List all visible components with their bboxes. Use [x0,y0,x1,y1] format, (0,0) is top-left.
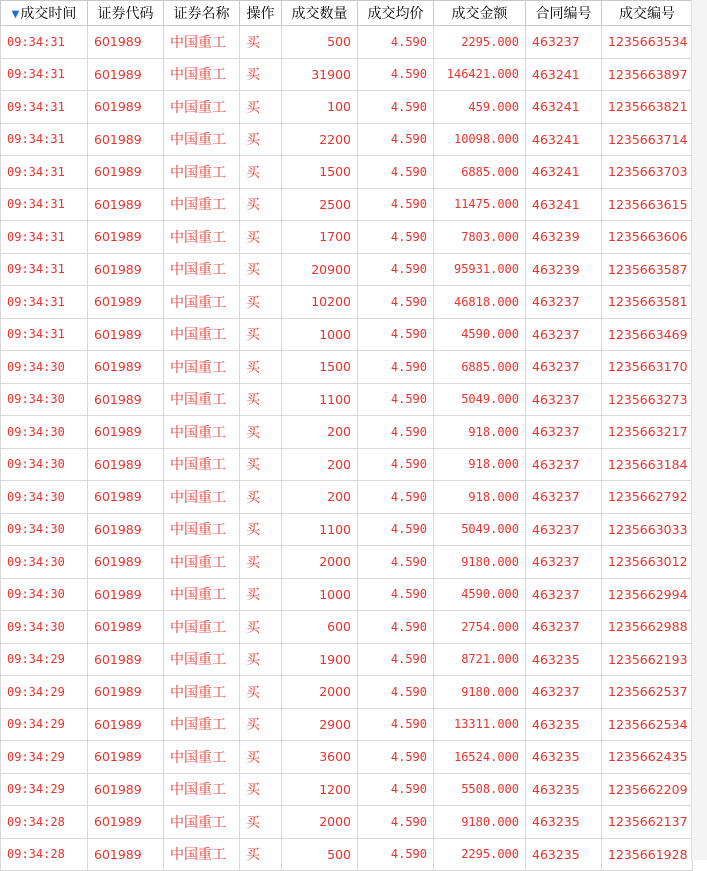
column-header-price[interactable]: 成交均价 [358,1,434,26]
cell-code: 601989 [88,676,164,709]
column-header-code[interactable]: 证券代码 [88,1,164,26]
cell-qty: 2000 [282,676,358,709]
cell-amount: 16524.000 [434,741,526,774]
cell-op: 买 [240,286,282,319]
table-row[interactable] [1,448,693,481]
cell-qty: 31900 [282,58,358,91]
cell-contract: 463237 [526,448,602,481]
cell-contract: 463237 [526,286,602,319]
cell-deal: 1235663184 [602,448,693,481]
cell-qty: 1000 [282,578,358,611]
cell-op: 买 [240,253,282,286]
cell-name: 中国重工 [164,643,240,676]
cell-qty: 1900 [282,643,358,676]
cell-price: 4.590 [358,611,434,644]
cell-code: 601989 [88,806,164,839]
cell-deal: 1235662792 [602,481,693,514]
cell-amount: 13311.000 [434,708,526,741]
cell-qty: 2200 [282,123,358,156]
cell-amount: 11475.000 [434,188,526,221]
cell-time: 09:34:31 [1,58,88,91]
cell-code: 601989 [88,383,164,416]
cell-name: 中国重工 [164,546,240,579]
cell-qty: 1000 [282,318,358,351]
cell-price: 4.590 [358,91,434,124]
cell-op: 买 [240,546,282,579]
cell-amount: 5508.000 [434,773,526,806]
cell-code: 601989 [88,156,164,189]
table-row[interactable] [1,286,693,319]
column-header-name[interactable]: 证券名称 [164,1,240,26]
cell-name: 中国重工 [164,123,240,156]
cell-contract: 463237 [526,578,602,611]
cell-time: 09:34:31 [1,188,88,221]
cell-price: 4.590 [358,221,434,254]
cell-contract: 463237 [526,416,602,449]
cell-price: 4.590 [358,773,434,806]
cell-price: 4.590 [358,513,434,546]
column-header-contract[interactable]: 合同编号 [526,1,602,26]
table-row[interactable] [1,806,693,839]
cell-name: 中国重工 [164,416,240,449]
cell-contract: 463241 [526,188,602,221]
cell-time: 09:34:30 [1,351,88,384]
cell-time: 09:34:31 [1,156,88,189]
sort-desc-icon: ▼ [11,9,20,20]
table-row[interactable] [1,188,693,221]
cell-contract: 463237 [526,546,602,579]
column-header-qty[interactable]: 成交数量 [282,1,358,26]
cell-code: 601989 [88,481,164,514]
column-header-op[interactable]: 操作 [240,1,282,26]
cell-contract: 463235 [526,708,602,741]
cell-amount: 5049.000 [434,383,526,416]
cell-name: 中国重工 [164,708,240,741]
table-row[interactable] [1,26,693,59]
cell-deal: 1235662534 [602,708,693,741]
cell-op: 买 [240,676,282,709]
cell-code: 601989 [88,546,164,579]
cell-contract: 463237 [526,676,602,709]
cell-op: 买 [240,351,282,384]
cell-qty: 100 [282,91,358,124]
cell-op: 买 [240,448,282,481]
cell-op: 买 [240,26,282,59]
cell-price: 4.590 [358,58,434,91]
cell-qty: 1100 [282,513,358,546]
cell-op: 买 [240,578,282,611]
cell-time: 09:34:28 [1,806,88,839]
cell-contract: 463237 [526,513,602,546]
cell-time: 09:34:30 [1,546,88,579]
cell-deal: 1235663012 [602,546,693,579]
cell-contract: 463235 [526,838,602,871]
cell-amount: 5049.000 [434,513,526,546]
cell-amount: 918.000 [434,416,526,449]
cell-contract: 463239 [526,253,602,286]
table-row[interactable] [1,156,693,189]
cell-price: 4.590 [358,156,434,189]
cell-qty: 500 [282,26,358,59]
cell-qty: 2500 [282,188,358,221]
cell-qty: 2000 [282,806,358,839]
cell-time: 09:34:31 [1,123,88,156]
vertical-scrollbar[interactable] [691,0,707,860]
table-row[interactable] [1,351,693,384]
column-header-time[interactable] [1,1,88,26]
cell-name: 中国重工 [164,838,240,871]
cell-code: 601989 [88,643,164,676]
cell-op: 买 [240,123,282,156]
cell-code: 601989 [88,351,164,384]
cell-op: 买 [240,318,282,351]
cell-name: 中国重工 [164,578,240,611]
cell-contract: 463237 [526,383,602,416]
cell-op: 买 [240,481,282,514]
cell-deal: 1235663534 [602,26,693,59]
cell-name: 中国重工 [164,26,240,59]
cell-deal: 1235663217 [602,416,693,449]
cell-time: 09:34:31 [1,286,88,319]
cell-amount: 2295.000 [434,838,526,871]
cell-name: 中国重工 [164,188,240,221]
cell-name: 中国重工 [164,773,240,806]
table-row[interactable] [1,708,693,741]
cell-code: 601989 [88,773,164,806]
cell-contract: 463237 [526,351,602,384]
cell-price: 4.590 [358,253,434,286]
cell-price: 4.590 [358,448,434,481]
table-row[interactable] [1,611,693,644]
cell-deal: 1235663033 [602,513,693,546]
column-header-amount[interactable]: 成交金额 [434,1,526,26]
cell-amount: 9180.000 [434,676,526,709]
table-row[interactable] [1,318,693,351]
cell-amount: 4590.000 [434,318,526,351]
cell-contract: 463237 [526,318,602,351]
cell-code: 601989 [88,318,164,351]
cell-deal: 1235663170 [602,351,693,384]
cell-time: 09:34:30 [1,383,88,416]
cell-code: 601989 [88,416,164,449]
cell-op: 买 [240,156,282,189]
cell-price: 4.590 [358,351,434,384]
cell-time: 09:34:29 [1,643,88,676]
cell-price: 4.590 [358,708,434,741]
cell-name: 中国重工 [164,481,240,514]
cell-amount: 10098.000 [434,123,526,156]
cell-price: 4.590 [358,123,434,156]
cell-name: 中国重工 [164,253,240,286]
cell-op: 买 [240,611,282,644]
cell-deal: 1235663821 [602,91,693,124]
cell-amount: 95931.000 [434,253,526,286]
cell-code: 601989 [88,578,164,611]
cell-amount: 2295.000 [434,26,526,59]
cell-op: 买 [240,513,282,546]
cell-code: 601989 [88,286,164,319]
cell-name: 中国重工 [164,156,240,189]
column-header-time-label: 成交时间 [20,6,77,22]
cell-time: 09:34:30 [1,448,88,481]
cell-deal: 1235662209 [602,773,693,806]
cell-qty: 1200 [282,773,358,806]
cell-code: 601989 [88,611,164,644]
cell-amount: 8721.000 [434,643,526,676]
cell-deal: 1235662193 [602,643,693,676]
cell-code: 601989 [88,448,164,481]
cell-time: 09:34:29 [1,741,88,774]
cell-time: 09:34:31 [1,253,88,286]
cell-code: 601989 [88,58,164,91]
cell-code: 601989 [88,838,164,871]
cell-qty: 600 [282,611,358,644]
cell-contract: 463241 [526,58,602,91]
cell-qty: 3600 [282,741,358,774]
header-row [1,1,693,26]
cell-deal: 1235662537 [602,676,693,709]
cell-time: 09:34:31 [1,318,88,351]
cell-name: 中国重工 [164,448,240,481]
cell-price: 4.590 [358,286,434,319]
table-row[interactable] [1,676,693,709]
cell-amount: 9180.000 [434,546,526,579]
cell-time: 09:34:31 [1,26,88,59]
cell-code: 601989 [88,253,164,286]
cell-time: 09:34:31 [1,221,88,254]
table-row[interactable] [1,773,693,806]
cell-time: 09:34:30 [1,611,88,644]
cell-op: 买 [240,838,282,871]
cell-code: 601989 [88,26,164,59]
cell-time: 09:34:31 [1,91,88,124]
table-row[interactable] [1,123,693,156]
cell-deal: 1235663273 [602,383,693,416]
table-body [1,26,693,871]
table-row[interactable] [1,91,693,124]
cell-deal: 1235661928 [602,838,693,871]
cell-name: 中国重工 [164,91,240,124]
cell-qty: 200 [282,481,358,514]
cell-amount: 4590.000 [434,578,526,611]
table-row[interactable] [1,741,693,774]
table-row[interactable] [1,481,693,514]
cell-contract: 463237 [526,611,602,644]
cell-deal: 1235663606 [602,221,693,254]
cell-name: 中国重工 [164,383,240,416]
cell-amount: 918.000 [434,481,526,514]
cell-name: 中国重工 [164,221,240,254]
cell-contract: 463239 [526,221,602,254]
cell-qty: 10200 [282,286,358,319]
cell-price: 4.590 [358,26,434,59]
cell-name: 中国重工 [164,676,240,709]
cell-name: 中国重工 [164,318,240,351]
cell-price: 4.590 [358,188,434,221]
cell-op: 买 [240,91,282,124]
table-row[interactable] [1,546,693,579]
cell-contract: 463241 [526,123,602,156]
cell-code: 601989 [88,513,164,546]
cell-op: 买 [240,188,282,221]
cell-contract: 463241 [526,156,602,189]
cell-amount: 918.000 [434,448,526,481]
cell-amount: 6885.000 [434,351,526,384]
cell-name: 中国重工 [164,513,240,546]
cell-contract: 463235 [526,643,602,676]
cell-amount: 7803.000 [434,221,526,254]
cell-contract: 463235 [526,806,602,839]
cell-qty: 1100 [282,383,358,416]
cell-amount: 46818.000 [434,286,526,319]
table-row[interactable] [1,253,693,286]
cell-price: 4.590 [358,383,434,416]
cell-amount: 9180.000 [434,806,526,839]
cell-contract: 463235 [526,741,602,774]
cell-price: 4.590 [358,643,434,676]
table-row[interactable] [1,58,693,91]
cell-deal: 1235662137 [602,806,693,839]
cell-op: 买 [240,773,282,806]
table-row[interactable] [1,643,693,676]
cell-contract: 463237 [526,26,602,59]
cell-time: 09:34:30 [1,578,88,611]
cell-code: 601989 [88,221,164,254]
cell-price: 4.590 [358,481,434,514]
cell-qty: 1500 [282,351,358,384]
cell-amount: 6885.000 [434,156,526,189]
cell-qty: 500 [282,838,358,871]
table-row[interactable] [1,221,693,254]
cell-deal: 1235663897 [602,58,693,91]
cell-deal: 1235663615 [602,188,693,221]
cell-code: 601989 [88,708,164,741]
cell-time: 09:34:30 [1,481,88,514]
cell-deal: 1235663703 [602,156,693,189]
cell-price: 4.590 [358,806,434,839]
cell-price: 4.590 [358,838,434,871]
cell-price: 4.590 [358,318,434,351]
cell-qty: 2900 [282,708,358,741]
cell-qty: 20900 [282,253,358,286]
table-row[interactable] [1,513,693,546]
table-row[interactable] [1,416,693,449]
cell-code: 601989 [88,188,164,221]
cell-name: 中国重工 [164,286,240,319]
cell-time: 09:34:30 [1,513,88,546]
table-row[interactable] [1,838,693,871]
cell-deal: 1235663581 [602,286,693,319]
table-row[interactable] [1,578,693,611]
cell-op: 买 [240,58,282,91]
cell-price: 4.590 [358,578,434,611]
cell-contract: 463235 [526,773,602,806]
cell-deal: 1235662435 [602,741,693,774]
cell-name: 中国重工 [164,806,240,839]
column-header-deal[interactable]: 成交编号 [602,1,693,26]
cell-name: 中国重工 [164,741,240,774]
cell-name: 中国重工 [164,58,240,91]
cell-deal: 1235663587 [602,253,693,286]
cell-code: 601989 [88,741,164,774]
cell-amount: 459.000 [434,91,526,124]
table-row[interactable] [1,383,693,416]
cell-op: 买 [240,383,282,416]
cell-time: 09:34:29 [1,773,88,806]
cell-op: 买 [240,643,282,676]
cell-op: 买 [240,741,282,774]
cell-name: 中国重工 [164,611,240,644]
table-header [1,1,693,26]
cell-op: 买 [240,416,282,449]
cell-deal: 1235662988 [602,611,693,644]
cell-qty: 2000 [282,546,358,579]
cell-price: 4.590 [358,676,434,709]
cell-time: 09:34:29 [1,676,88,709]
cell-price: 4.590 [358,546,434,579]
cell-qty: 200 [282,448,358,481]
cell-price: 4.590 [358,416,434,449]
cell-qty: 200 [282,416,358,449]
cell-code: 601989 [88,123,164,156]
cell-op: 买 [240,221,282,254]
cell-deal: 1235663714 [602,123,693,156]
cell-qty: 1500 [282,156,358,189]
cell-amount: 2754.000 [434,611,526,644]
cell-code: 601989 [88,91,164,124]
cell-time: 09:34:30 [1,416,88,449]
cell-qty: 1700 [282,221,358,254]
cell-contract: 463241 [526,91,602,124]
cell-name: 中国重工 [164,351,240,384]
cell-time: 09:34:29 [1,708,88,741]
cell-price: 4.590 [358,741,434,774]
cell-op: 买 [240,708,282,741]
cell-deal: 1235662994 [602,578,693,611]
cell-time: 09:34:28 [1,838,88,871]
cell-deal: 1235663469 [602,318,693,351]
cell-op: 买 [240,806,282,839]
cell-contract: 463237 [526,481,602,514]
cell-amount: 146421.000 [434,58,526,91]
